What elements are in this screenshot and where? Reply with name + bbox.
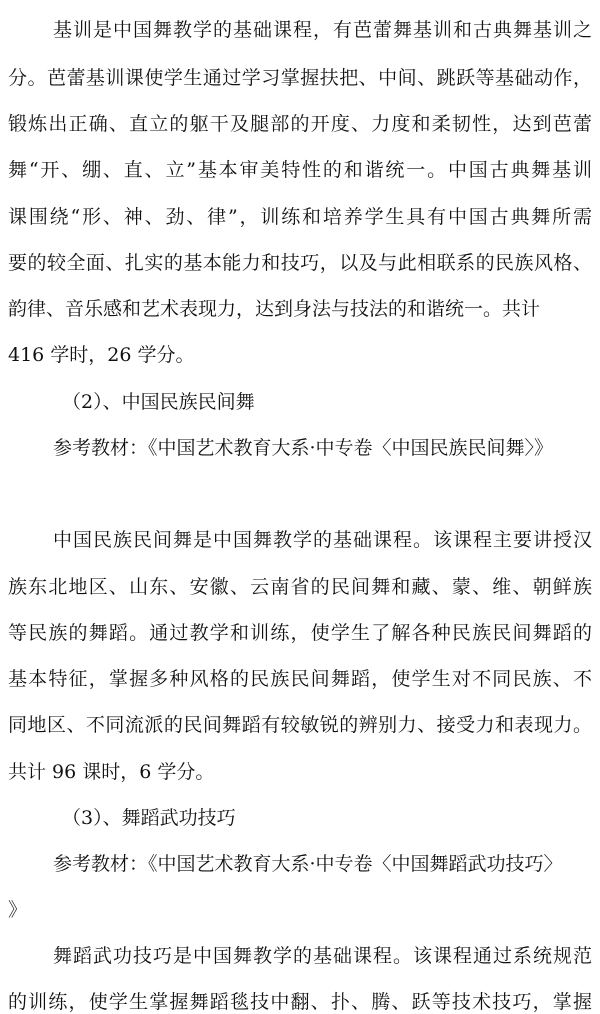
paragraph-line: 要的较全面、扎实的基本能力和技巧，以及与此相联系的民族风格、: [8, 252, 592, 274]
section-heading: （2）、中国民族民间舞: [62, 391, 255, 413]
paragraph-line: 等民族的舞蹈。通过教学和训练，使学生了解各种民族民间舞蹈的: [8, 622, 592, 644]
paragraph-line: 共计 96 课时，6 学分。: [8, 761, 215, 783]
paragraph-line: 中国民族民间舞是中国舞教学的基础课程。该课程主要讲授汉: [53, 529, 592, 551]
paragraph-line: 分。芭蕾基训课使学生通过学习掌握扶把、中间、跳跃等基础动作，: [8, 67, 592, 89]
paragraph-line: 舞蹈武功技巧是中国舞教学的基础课程。该课程通过系统规范: [53, 945, 592, 967]
section-heading: （3）、舞蹈武功技巧: [62, 807, 236, 829]
paragraph-line: 的训练，使学生掌握舞蹈毯技中翻、扑、腾、跃等技术技巧，掌握: [8, 991, 592, 1013]
reference-textbook: 参考教材：《中国艺术教育大系·中专卷〈中国民族民间舞〉》: [53, 437, 554, 459]
paragraph-line: 课围绕“形、神、劲、律”，训练和培养学生具有中国古典舞所需: [8, 206, 592, 228]
paragraph-line: 基本特征，掌握多种风格的民族民间舞蹈，使学生对不同民族、不: [8, 668, 592, 690]
paragraph-line: 同地区、不同流派的民间舞蹈有较敏锐的辨别力、接受力和表现力。: [8, 714, 592, 736]
reference-textbook-continuation: 》: [8, 899, 28, 921]
paragraph-line: 舞“开、绷、直、立”基本审美特性的和谐统一。中国古典舞基训: [8, 159, 592, 181]
paragraph-line: 基训是中国舞教学的基础课程，有芭蕾舞基训和古典舞基训之: [53, 19, 592, 41]
reference-textbook: 参考教材：《中国艺术教育大系·中专卷〈中国舞蹈武功技巧〉: [53, 853, 563, 875]
paragraph-line: 韵律、音乐感和艺术表现力，达到身法与技法的和谐统一。共计: [8, 298, 540, 320]
paragraph-line: 族东北地区、山东、安徽、云南省的民间舞和藏、蒙、维、朝鲜族: [8, 576, 592, 598]
paragraph-line: 锻炼出正确、直立的躯干及腿部的开度、力度和柔韧性，达到芭蕾: [8, 113, 592, 135]
paragraph-line: 416 学时，26 学分。: [8, 344, 195, 366]
